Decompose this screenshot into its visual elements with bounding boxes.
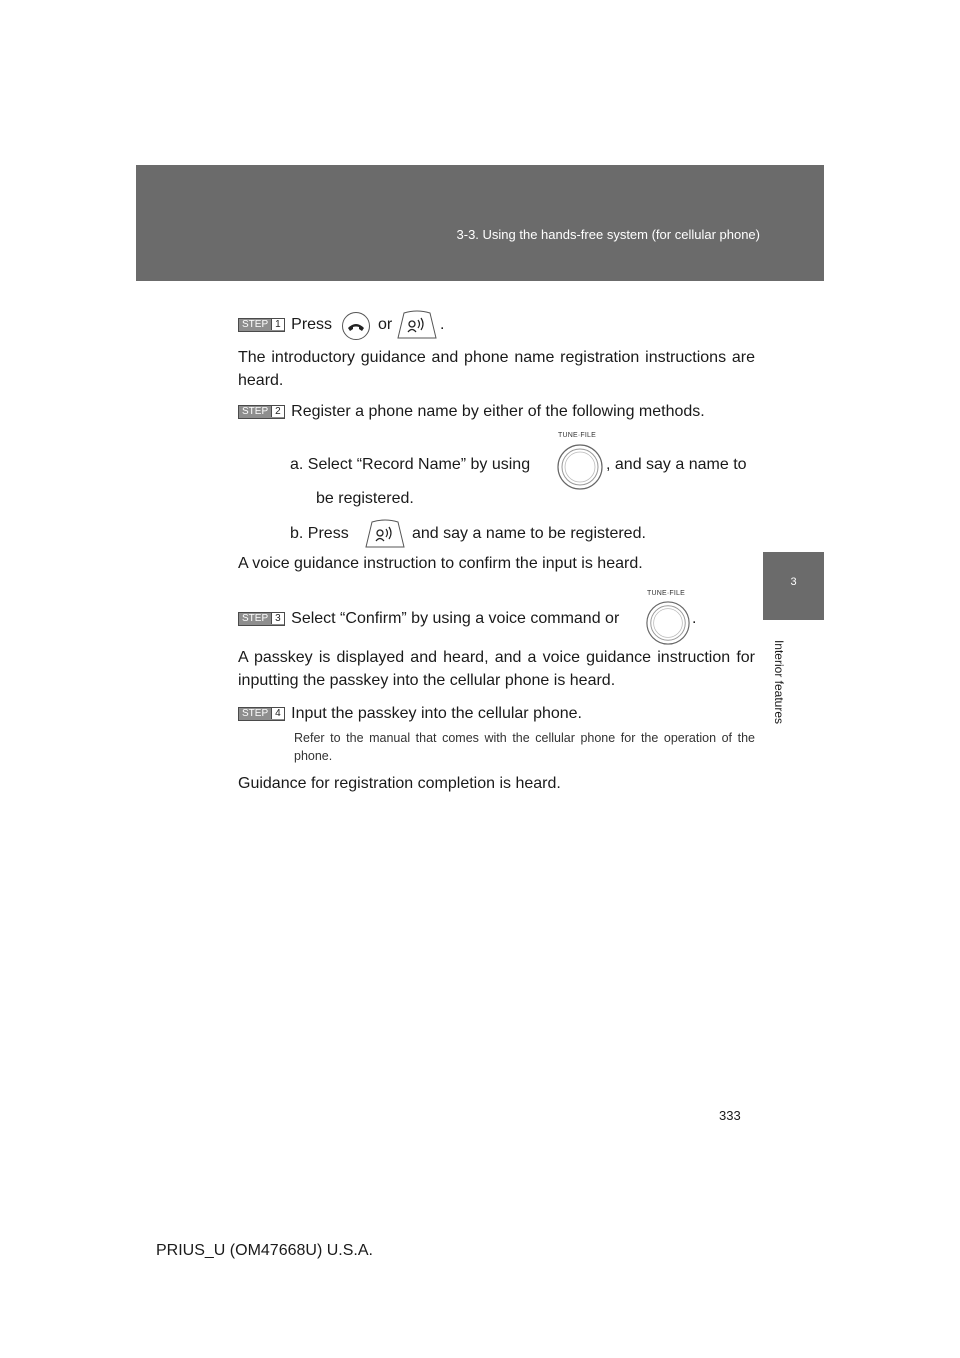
- page-number: 333: [719, 1108, 741, 1123]
- talk-switch-icon: [364, 519, 406, 549]
- step1-or: or: [378, 316, 393, 333]
- document-code: PRIUS_U (OM47668U) U.S.A.: [156, 1242, 373, 1259]
- step4-text: Input the passkey into the cellular phone.: [291, 705, 582, 722]
- step3-badge: STEP 3: [238, 612, 285, 626]
- chapter-title: Interior features: [772, 639, 786, 725]
- passkey-text: A passkey is displayed and heard, and a voice guidance instruction for inputting the passkey into the cellular phone is heard.: [238, 649, 755, 689]
- step2-badge: STEP 2: [238, 405, 285, 419]
- step4-badge: STEP 4: [238, 707, 285, 721]
- confirm-prompt: A voice guidance instruction to confirm the input is heard.: [238, 555, 643, 572]
- step3-text: Select “Confirm” by using a voice command or: [291, 610, 620, 627]
- method-b-cont: and say a name to be registered.: [412, 525, 646, 542]
- method-b-text: b. Press: [290, 525, 349, 542]
- step1-period: .: [440, 316, 445, 333]
- method-a-text: a. Select “Record Name” by using: [290, 456, 531, 473]
- step3-line: [238, 607, 619, 630]
- step1-badge: STEP 1: [238, 318, 285, 332]
- completion-text: Guidance for registration completion is heard.: [238, 775, 561, 792]
- talk-switch-icon: [396, 310, 438, 340]
- chapter-number: 3: [790, 576, 797, 588]
- intro-text: The introductory guidance and phone name registration instructions are heard.: [238, 349, 755, 389]
- step2-text: Register a phone name by either of the following methods.: [291, 403, 705, 420]
- tune-file-label-b: TUNE·FILE: [647, 590, 685, 597]
- section-header-band: [136, 165, 824, 281]
- step2-line: [238, 400, 705, 423]
- step1-press: Press: [291, 316, 333, 333]
- chapter-title-vertical: [772, 630, 786, 736]
- chapter-tab: [763, 552, 824, 620]
- step4-line: [238, 702, 582, 725]
- tune-file-knob-icon: [645, 600, 691, 646]
- step4-note: Refer to the manual that comes with the cellular phone for the operation of the phone.: [294, 731, 755, 763]
- step1-line: [238, 313, 332, 336]
- step3-period: .: [692, 610, 697, 627]
- tune-file-knob-icon: [556, 443, 604, 491]
- tune-file-label-a: TUNE·FILE: [558, 432, 596, 439]
- method-a-line2: be registered.: [316, 490, 414, 507]
- phone-off-hook-icon: [341, 311, 371, 341]
- section-title: 3-3. Using the hands-free system (for cellular phone): [456, 227, 760, 242]
- method-a-cont: , and say a name to: [606, 456, 747, 473]
